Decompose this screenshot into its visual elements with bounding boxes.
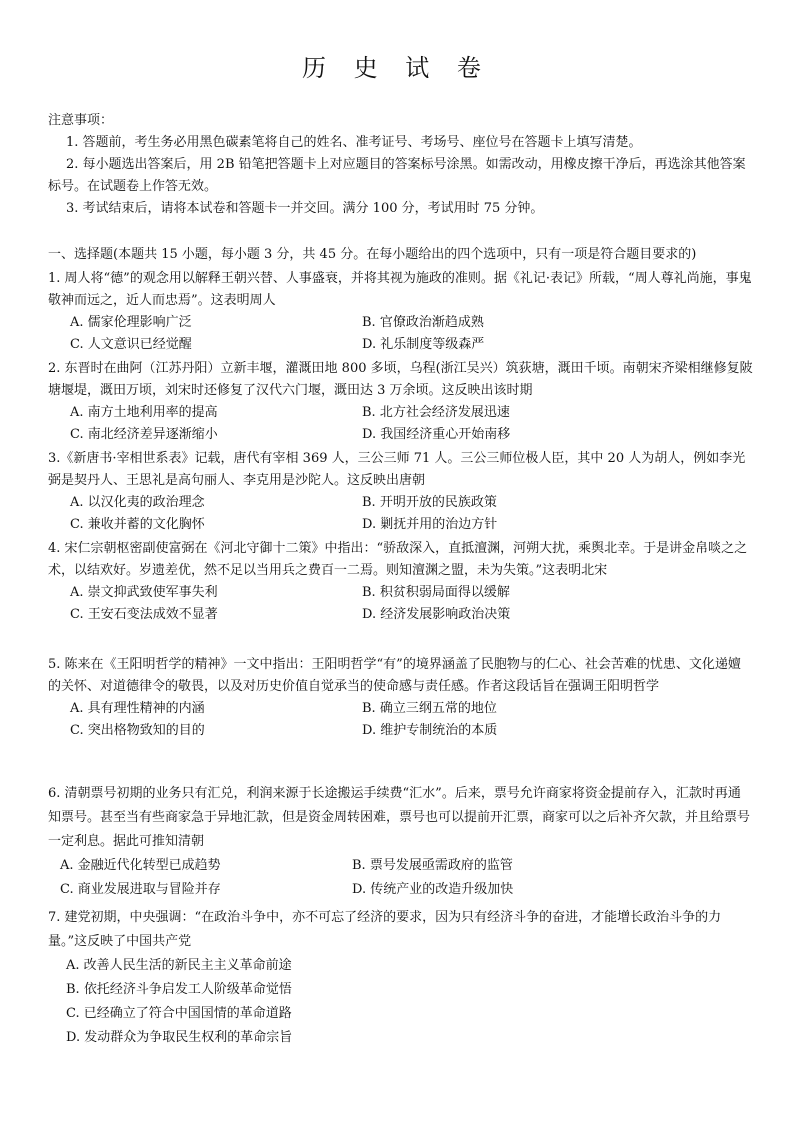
option-a[interactable]: A. 具有理性精神的内涵: [70, 701, 205, 716]
question-3: [48, 448, 753, 536]
question-stem: 6. 清朝票号初期的业务只有汇兑，利润来源于长途搬运手续费“汇水”。后来，票号允许商家将资金提前存入，汇款时再通知票号。甚至当有些商家急于异地汇款，但是资金周转困难，票号也可以提前开汇票，商家可以之后补齐欠款，并且给票号一定利息。据此可推知清朝: [48, 786, 751, 849]
option-c[interactable]: C. 兼收并蓄的文化胸怀: [70, 517, 205, 532]
option-c[interactable]: C. 商业发展进取与冒险并存: [60, 882, 221, 897]
option-a[interactable]: A. 南方土地利用率的提高: [70, 405, 218, 420]
option-a[interactable]: A. 以汉化夷的政治理念: [70, 495, 205, 510]
option-b[interactable]: B. 北方社会经济发展迅速: [362, 405, 510, 420]
option-b[interactable]: B. 积贫积弱局面得以缓解: [362, 585, 510, 600]
note-item: 2. 每小题选出答案后，用 2B 铅笔把答题卡上对应题目的答案标号涂黑。如需改动，用橡皮擦干净后，再选涂其他答案标号。在试题卷上作答无效。: [48, 157, 746, 194]
notes-heading: 注意事项：: [48, 113, 114, 128]
question-2: [48, 358, 753, 446]
note-item: 3. 考试结束后，请将本试卷和答题卡一并交回。满分 100 分，考试用时 75 分钟。: [66, 201, 544, 216]
question-stem: 5. 陈来在《王阳明哲学的精神》一文中指出：王阳明哲学“有”的境界涵盖了民胞物与的仁心、社会苦难的忧患、文化递嬗的关怀、对道德律令的敬畏，以及对历史价值自觉承当的使命感与责任感。作者这段话旨在强调王阳明哲学: [48, 657, 741, 694]
question-7: [48, 906, 753, 1050]
question-4: [48, 538, 753, 626]
option-c[interactable]: C. 王安石变法成效不显著: [70, 607, 218, 622]
option-b[interactable]: B. 确立三纲五常的地位: [362, 701, 497, 716]
option-d[interactable]: D. 经济发展影响政治决策: [362, 607, 511, 622]
question-stem: 3.《新唐书·宰相世系表》记载，唐代有宰相 369 人，三公三师 71 人。三公三师位极人臣，其中 20 人为胡人，例如李光弼是契丹人、王思礼是高句丽人、李克用是沙陀人。这反映出唐朝: [48, 451, 746, 488]
options-grid: [48, 698, 753, 742]
option-b[interactable]: B. 票号发展亟需政府的监管: [352, 858, 513, 873]
question-stem: 1. 周人将“德”的观念用以解释王朝兴替、人事盛衰，并将其视为施政的准则。据《礼记·表记》所载，“周人尊礼尚施，事鬼敬神而远之，近人而忠焉”。这表明周人: [48, 271, 752, 308]
question-stem: 2. 东晋时在曲阿（江苏丹阳）立新丰堰，灌溉田地 800 多顷，乌程(浙江吴兴）筑荻塘，溉田千顷。南朝宋齐梁相继修复陂塘堰堤，溉田万顷，刘宋时还修复了汉代六门堰，溉田达 3 万余顷。这反映出该时期: [48, 361, 753, 398]
question-1: [48, 268, 753, 356]
note-item: 1. 答题前，考生务必用黑色碳素笔将自己的姓名、准考证号、考场号、座位号在答题卡上填写清楚。: [66, 135, 642, 150]
option-d[interactable]: D. 我国经济重心开始南移: [362, 427, 511, 442]
option-a[interactable]: A. 金融近代化转型已成趋势: [60, 858, 221, 873]
option-d[interactable]: D. 维护专制统治的本质: [362, 723, 498, 738]
option-c[interactable]: C. 人文意识已经觉醒: [70, 337, 192, 352]
options-list: [48, 954, 753, 1050]
section-heading: 一、选择题(本题共 15 小题，每小题 3 分，共 45 分。在每小题给出的四个选项中，只有一项是符合题目要求的): [48, 247, 697, 262]
option-a[interactable]: A. 崇文抑武致使军事失利: [70, 585, 218, 600]
options-grid: [48, 854, 753, 902]
options-grid: [48, 402, 753, 446]
question-6: [48, 782, 753, 902]
option-b[interactable]: B. 依托经济斗争启发工人阶级革命觉悟: [66, 982, 292, 997]
option-d[interactable]: D. 传统产业的改造升级加快: [352, 882, 514, 897]
option-c[interactable]: C. 已经确立了符合中国国情的革命道路: [66, 1006, 292, 1021]
option-d[interactable]: D. 礼乐制度等级森严: [362, 337, 485, 352]
page-title: 历 史 试 卷: [302, 54, 491, 82]
question-5: [48, 654, 753, 742]
option-a[interactable]: A. 改善人民生活的新民主主义革命前途: [66, 958, 292, 973]
option-c[interactable]: C. 南北经济差异逐渐缩小: [70, 427, 218, 442]
option-b[interactable]: B. 官僚政治渐趋成熟: [362, 315, 484, 330]
option-d[interactable]: D. 剿抚并用的治边方针: [362, 517, 498, 532]
option-a[interactable]: A. 儒家伦理影响广泛: [70, 315, 192, 330]
options-grid: [48, 582, 753, 626]
question-stem: 7. 建党初期，中央强调：“在政治斗争中，亦不可忘了经济的要求，因为只有经济斗争的奋进，才能增长政治斗争的力量。”这反映了中国共产党: [48, 910, 722, 949]
options-grid: [48, 492, 753, 536]
option-b[interactable]: B. 开明开放的民族政策: [362, 495, 497, 510]
notes-block: [48, 110, 753, 220]
option-d[interactable]: D. 发动群众为争取民生权利的革命宗旨: [66, 1030, 293, 1045]
options-grid: [48, 312, 753, 356]
question-stem: 4. 宋仁宗朝枢密副使富弼在《河北守御十二策》中指出：“骄敌深入，直抵澶渊，河朔大扰，乘舆北幸。于是讲金帛啖之之术，以结欢好。岁遗差优，然不足以当用兵之费百一二焉。则知澶渊之盟，未为失策。”这表明北宋: [48, 541, 748, 578]
option-c[interactable]: C. 突出格物致知的目的: [70, 723, 205, 738]
